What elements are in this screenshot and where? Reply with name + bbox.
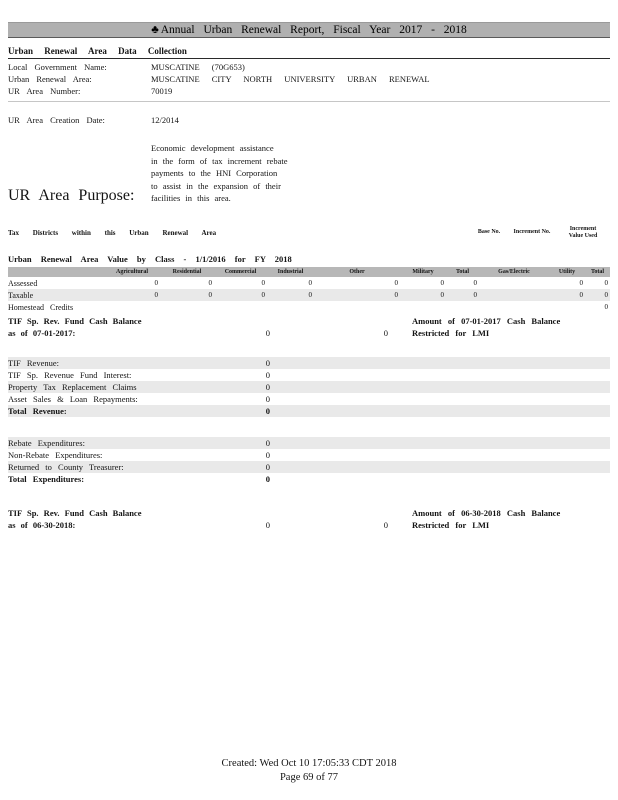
cell: 0 (208, 279, 212, 288)
ledger-value: 0 (265, 382, 270, 393)
field-label: UR Area Purpose: (8, 186, 135, 204)
ledger-row-fund-interest (8, 369, 610, 381)
page-footer (0, 757, 618, 784)
balance-value-2: 0 (383, 520, 388, 531)
field-local-government-name (8, 61, 610, 73)
cell: 0 (400, 289, 446, 301)
page-number: Page 69 of 77 (279, 771, 339, 783)
cell: 0 (579, 279, 583, 288)
column-header-agricultural: Agricultural (104, 267, 160, 277)
purpose-line: to assist in the expansion of their (151, 180, 281, 191)
ledger-label: Total Revenue: (8, 406, 67, 417)
field-value: MUSCATINE CITY NORTH UNIVERSITY URBAN RENEWAL (151, 74, 430, 84)
ledger-row-asset-sales (8, 393, 610, 405)
column-header-other: Other (314, 267, 400, 277)
cell: 0 (104, 289, 160, 301)
cell (549, 301, 585, 313)
purpose-line: Economic development assistance (151, 143, 274, 153)
cell: 0 (314, 289, 400, 301)
cell (104, 301, 160, 313)
ledger-value: 0 (265, 474, 270, 485)
cell: 0 (160, 289, 214, 301)
balance-label (8, 507, 213, 531)
field-ur-area-purpose (8, 142, 610, 205)
column-header-increment-no: Increment No. (513, 229, 551, 236)
cell: 0 (267, 289, 314, 301)
table-row-taxable (8, 289, 610, 301)
ledger-label: TIF Revenue: (8, 358, 59, 369)
cell: 0 (261, 279, 265, 288)
ledger-row-total-revenue (8, 405, 610, 417)
cell (267, 301, 314, 313)
divider (8, 58, 610, 59)
ledger-label: Returned to County Treasurer: (8, 462, 124, 473)
cell: 0 (394, 279, 398, 288)
header-blank (8, 267, 104, 277)
cell (479, 277, 549, 289)
column-header-commercial: Commercial (214, 267, 267, 277)
purpose-line: in the form of tax increment rebate (151, 155, 288, 166)
column-header-military: Military (400, 267, 446, 277)
balance-label-line2: as of 06-30-2018: (8, 520, 76, 531)
cell (314, 301, 400, 313)
lmi-restricted-note (412, 315, 560, 339)
ledger-label: Property Tax Replacement Claims (8, 382, 137, 393)
row-label: Homestead Credits (8, 302, 74, 312)
balance-label-line1: TIF Sp. Rev. Fund Cash Balance (8, 508, 142, 519)
cell (479, 289, 549, 301)
divider (8, 101, 610, 102)
column-header-residential: Residential (160, 267, 214, 277)
cell (479, 301, 549, 313)
field-value: 12/2014 (151, 115, 179, 125)
ledger-label: Non-Rebate Expenditures: (8, 450, 103, 461)
tax-districts-column-headers (476, 226, 604, 242)
value-by-class-heading: Urban Renewal Area Value by Class - 1/1/2016 for FY 2018 (8, 254, 292, 265)
field-label: Local Government Name: (8, 62, 107, 72)
cell (160, 301, 214, 313)
balance-value-1: 0 (265, 520, 270, 531)
table-row-homestead-credits (8, 301, 610, 313)
cell: 0 (440, 279, 444, 288)
balance-label-line2: as of 07-01-2017: (8, 328, 76, 339)
field-ur-area-creation-date (8, 114, 610, 126)
cell: 0 (549, 289, 585, 301)
column-header-utility: Utility (549, 267, 585, 277)
note-line1: Amount of 07-01-2017 Cash Balance (412, 316, 561, 327)
ledger-row-total-expenditures (8, 473, 610, 485)
balance-value-2: 0 (383, 328, 388, 339)
balance-label-line1: TIF Sp. Rev. Fund Cash Balance (8, 316, 142, 327)
ledger-value: 0 (265, 406, 270, 417)
ledger-value: 0 (265, 358, 270, 369)
balance-label (8, 315, 213, 339)
lmi-restricted-note (412, 507, 560, 531)
ledger-label: Asset Sales & Loan Repayments: (8, 394, 138, 405)
ledger-row-property-tax-replacement (8, 381, 610, 393)
ledger-label: Total Expenditures: (8, 474, 85, 485)
column-header-total-2: Total (585, 267, 610, 277)
cell (214, 301, 267, 313)
ledger-value: 0 (265, 438, 270, 449)
ledger-value: 0 (265, 394, 270, 405)
cell: 0 (154, 279, 158, 288)
ledger-row-non-rebate-expenditures (8, 449, 610, 461)
tif-balance-start-row (8, 315, 610, 339)
purpose-text (151, 142, 301, 205)
tax-districts-heading: Tax Districts within this Urban Renewal Area (8, 229, 217, 238)
cell (400, 301, 446, 313)
field-urban-renewal-area (8, 73, 610, 85)
cell: 0 (308, 279, 312, 288)
value-by-class-table (8, 267, 610, 313)
cell: 0 (214, 289, 267, 301)
purpose-line: payments to the HNI Corporation (151, 168, 278, 178)
cell: 0 (473, 279, 477, 288)
field-label: UR Area Number: (8, 86, 81, 96)
column-header-total: Total (446, 267, 479, 277)
cell (446, 301, 479, 313)
ledger-row-returned-to-treasurer (8, 461, 610, 473)
note-line2: Restricted for LMI (412, 520, 490, 531)
data-collection-heading: Urban Renewal Area Data Collection (8, 46, 187, 56)
expenditures-section (8, 437, 610, 485)
field-label: Urban Renewal Area: (8, 74, 92, 84)
cell: 0 (604, 303, 608, 312)
row-label: Assessed (8, 278, 38, 288)
table-row-assessed (8, 277, 610, 289)
ledger-value: 0 (265, 370, 270, 381)
ledger-value: 0 (265, 450, 270, 461)
purpose-line: facilities in this area. (151, 193, 231, 203)
tif-balance-end-row (8, 507, 610, 531)
field-label: UR Area Creation Date: (8, 115, 105, 125)
cell: 0 (604, 279, 608, 288)
report-title: Annual Urban Renewal Report, Fiscal Year 2017 - 2018 (160, 24, 467, 36)
ledger-label: Rebate Expenditures: (8, 438, 85, 449)
note-line1: Amount of 06-30-2018 Cash Balance (412, 508, 561, 519)
ledger-label: TIF Sp. Revenue Fund Interest: (8, 370, 132, 381)
report-title-bar (8, 22, 610, 38)
created-timestamp: Created: Wed Oct 10 17:05:33 CDT 2018 (221, 758, 397, 769)
field-value: MUSCATINE (70G653) (151, 62, 245, 72)
revenue-section (8, 357, 610, 417)
note-line2: Restricted for LMI (412, 328, 490, 339)
column-header-gas-electric: Gas/Electric (479, 267, 549, 277)
column-header-base-no: Base No. (477, 229, 501, 236)
ledger-value: 0 (265, 462, 270, 473)
field-ur-area-number (8, 85, 610, 97)
column-header-industrial: Industrial (267, 267, 314, 277)
ledger-row-rebate-expenditures (8, 437, 610, 449)
ledger-row-tif-revenue (8, 357, 610, 369)
field-value: 70019 (151, 86, 173, 96)
club-suit-icon: ♣ (151, 24, 159, 36)
column-header-increment-value-used: Increment Value Used (568, 225, 598, 240)
balance-value-1: 0 (265, 328, 270, 339)
table-header-row (8, 267, 610, 277)
cell: 0 (585, 289, 610, 301)
tax-districts-section (8, 226, 610, 242)
row-label: Taxable (8, 289, 104, 301)
cell: 0 (446, 289, 479, 301)
